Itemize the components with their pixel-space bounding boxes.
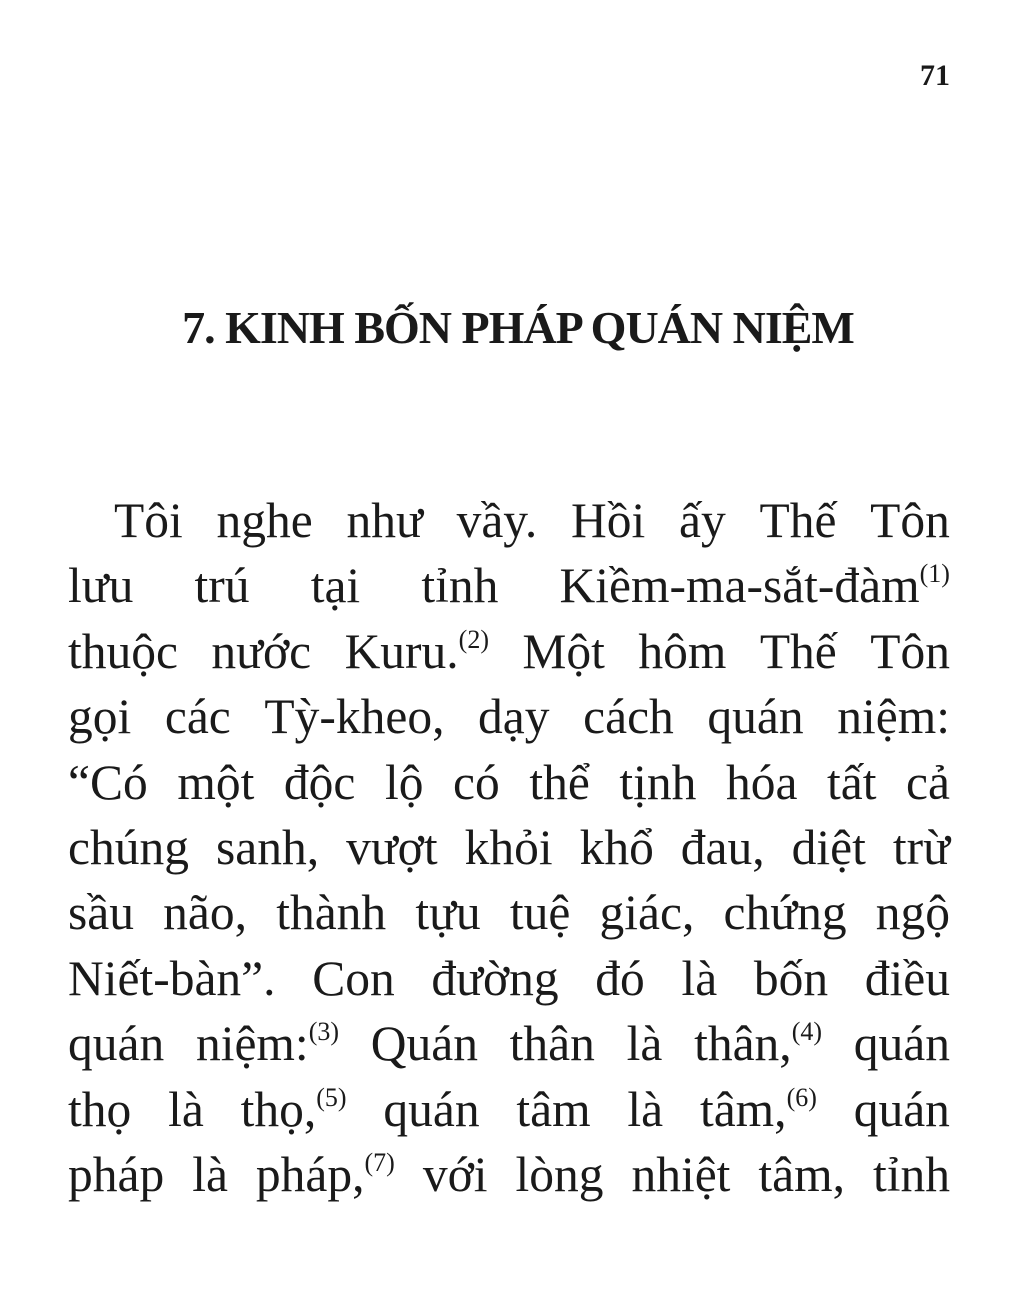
word: Tỳ-kheo, (264, 689, 445, 745)
page-number: 71 (920, 59, 950, 92)
word: Kiềm-ma-sắt-đàm$^{(1)}$ (559, 558, 950, 614)
word: khỏi (464, 819, 553, 875)
word: hôm (638, 623, 727, 679)
word: thân (509, 1016, 595, 1072)
text-line (68, 553, 950, 618)
text-line (68, 1142, 950, 1207)
text-line (68, 488, 950, 553)
word: giác, (599, 885, 695, 941)
word: quán (68, 1016, 165, 1072)
word: tuệ (509, 885, 571, 941)
word: thọ (68, 1081, 132, 1137)
word: chứng (723, 885, 847, 941)
footnote-marker: (1) (919, 559, 950, 589)
footnote-marker: (7) (364, 1147, 395, 1177)
word: thuộc (68, 623, 178, 679)
word: pháp,$^{(7)}$ (255, 1146, 395, 1202)
word: não, (163, 885, 248, 941)
text-line (68, 880, 950, 945)
word: cả (906, 754, 950, 810)
word: “Có (68, 754, 148, 810)
word: gọi (68, 689, 132, 745)
word: tịnh (619, 754, 697, 810)
word: một (177, 754, 255, 810)
word: với (422, 1146, 488, 1202)
word: cách (583, 689, 674, 745)
word: tỉnh (872, 1146, 950, 1202)
word: có (453, 754, 500, 810)
word: quán (853, 1016, 950, 1072)
word: ngộ (875, 885, 950, 941)
word: Tôn (870, 623, 950, 679)
word: thể (529, 754, 590, 810)
word: tâm (516, 1081, 591, 1137)
word: lưu (68, 558, 134, 614)
word: chúng (68, 819, 189, 875)
word: là (627, 1081, 664, 1137)
word: sầu (68, 885, 134, 941)
word: Thế (759, 493, 837, 548)
word: trú (194, 558, 250, 614)
word: tựu (415, 885, 481, 941)
word: Hồi (570, 493, 646, 548)
word: thọ,$^{(5)}$ (240, 1081, 347, 1137)
word: Niết-bàn”. (68, 950, 276, 1006)
word: tại (310, 558, 361, 614)
word: khổ (579, 819, 654, 875)
word: đau, (680, 819, 765, 875)
word: vượt (346, 819, 438, 875)
word: vầy. (456, 493, 538, 548)
word: hóa (725, 754, 798, 810)
text-line (68, 815, 950, 880)
text-line (68, 1077, 950, 1142)
word: thân,$^{(4)}$ (694, 1016, 823, 1072)
word: nước (211, 623, 312, 679)
word: là (192, 1146, 228, 1202)
body-text (68, 488, 950, 1207)
word: diệt (791, 819, 866, 875)
text-line (68, 684, 950, 749)
footnote-marker: (3) (308, 1017, 340, 1047)
word: đó (595, 950, 645, 1006)
word: niệm:$^{(3)}$ (195, 1016, 340, 1072)
word: quán (853, 1081, 950, 1137)
word: Thế (759, 623, 837, 679)
word: dạy (478, 689, 550, 745)
word: độc (283, 754, 356, 810)
word: tâm,$^{(6)}$ (699, 1081, 817, 1137)
word: các (164, 689, 231, 745)
word: quán (383, 1081, 480, 1137)
word: lộ (384, 754, 424, 810)
word: tâm, (758, 1146, 846, 1202)
footnote-marker: (2) (458, 624, 489, 654)
word: là (681, 950, 718, 1006)
word: Kuru.$^{(2)}$ (344, 623, 489, 679)
word: tất (826, 754, 877, 810)
word: điều (864, 950, 950, 1006)
word: như (346, 493, 423, 548)
word: tỉnh (421, 558, 499, 614)
word: bốn (753, 950, 829, 1006)
word: pháp (68, 1146, 165, 1202)
footnote-marker: (5) (316, 1082, 347, 1112)
word: nhiệt (631, 1146, 731, 1202)
word: ấy (678, 493, 726, 548)
text-line (68, 946, 950, 1011)
word: Con (312, 950, 395, 1006)
text-line (68, 619, 950, 684)
word: trừ (892, 819, 950, 875)
word: Quán (370, 1016, 478, 1072)
word: lòng (515, 1146, 604, 1202)
word: Tôi (114, 493, 183, 548)
word: là (168, 1081, 204, 1137)
footnote-marker: (4) (791, 1017, 823, 1047)
word: sanh, (215, 819, 320, 875)
chapter-title: 7. KINH BỐN PHÁP QUÁN NIỆM (182, 302, 854, 353)
word: nghe (216, 493, 313, 548)
text-line (68, 750, 950, 815)
word: là (626, 1016, 663, 1072)
word: thành (276, 885, 387, 941)
word: đường (431, 950, 559, 1006)
word: niệm: (837, 689, 950, 745)
word: Tôn (870, 493, 950, 548)
footnote-marker: (6) (786, 1082, 817, 1112)
word: quán (707, 689, 804, 745)
word: Một (522, 623, 605, 679)
text-line (68, 1011, 950, 1076)
